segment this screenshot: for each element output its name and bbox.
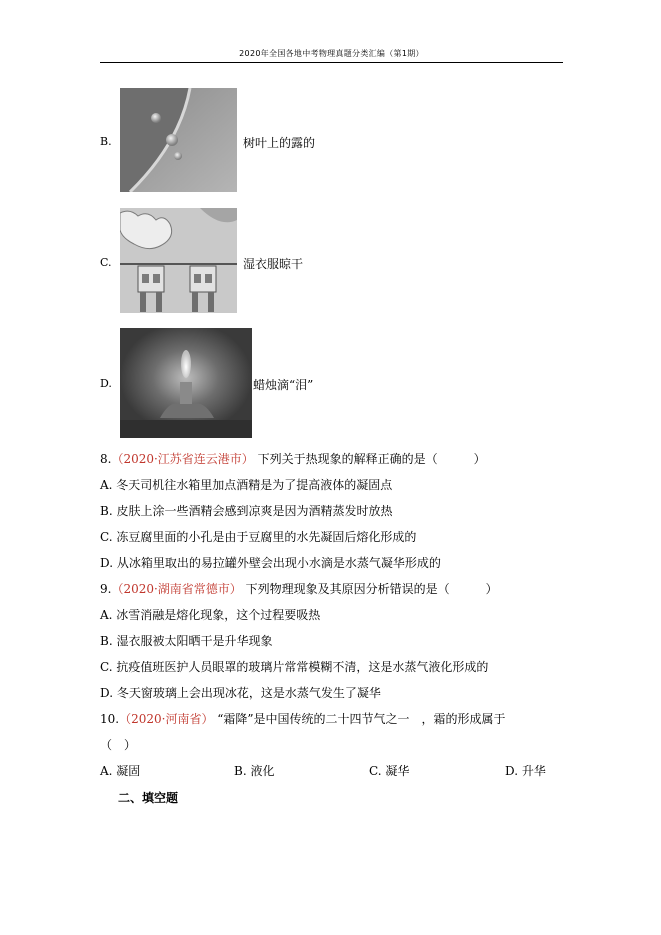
header-rule — [100, 62, 563, 63]
q10-option-b: B. 液化 — [234, 764, 275, 778]
option-b-caption: 树叶上的露的 — [243, 136, 316, 150]
option-c-label: C. — [100, 256, 112, 269]
q8-option-a: A. 冬天司机往水箱里加点酒精是为了提高液体的凝固点 — [100, 478, 393, 492]
q8-option-d: D. 从冰箱里取出的易拉罐外壁会出现小水滴是水蒸气凝华形成的 — [100, 556, 441, 570]
candle-dripping-photo — [120, 328, 252, 438]
question-8 — [100, 450, 486, 467]
q10-option-c: C. 凝华 — [369, 764, 410, 778]
q9-option-b: B. 湿衣服被太阳晒干是升华现象 — [100, 634, 273, 648]
question-number: 9. — [100, 582, 112, 596]
question-stem: 下列物理现象及其原因分析错误的是（ ） — [245, 582, 498, 596]
question-10-bracket: （ ） — [100, 738, 137, 752]
q9-option-a: A. 冰雪消融是熔化现象，这个过程要吸热 — [100, 608, 321, 622]
page-header: 2020年全国各地中考物理真题分类汇编（第1期） — [239, 49, 424, 58]
wet-clothes-drying-drawing — [120, 208, 237, 313]
q8-option-c: C. 冻豆腐里面的小孔是由于豆腐里的水先凝固后熔化形成的 — [100, 530, 417, 544]
candle-illustration — [120, 328, 252, 438]
option-d-label: D. — [100, 377, 112, 390]
question-source: （2020·江苏省连云港市） — [111, 452, 254, 466]
q8-option-b: B. 皮肤上涂一些酒精会感到凉爽是因为酒精蒸发时放热 — [100, 504, 393, 518]
wet-clothes-illustration — [120, 208, 237, 313]
question-source: （2020·湖南省常德市） — [111, 582, 242, 596]
option-b-label: B. — [100, 135, 112, 148]
question-9 — [100, 580, 498, 597]
leaf-with-dew-illustration — [120, 88, 237, 192]
question-stem: 下列关于热现象的解释正确的是（ ） — [257, 452, 486, 466]
option-d-caption: 蜡烛滴“泪” — [253, 378, 314, 392]
question-stem: “霜降”是中国传统的二十四节气之一 ，霜的形成属于 — [217, 712, 506, 726]
option-c-caption: 湿衣服晾干 — [243, 257, 304, 271]
question-10 — [100, 710, 506, 727]
q9-option-d: D. 冬天窗玻璃上会出现冰花，这是水蒸气发生了凝华 — [100, 686, 381, 700]
q10-option-d: D. 升华 — [505, 764, 546, 778]
q10-option-a: A. 凝固 — [100, 764, 141, 778]
question-source: （2020·河南省） — [119, 712, 214, 726]
question-number: 8. — [100, 452, 112, 466]
question-number: 10. — [100, 712, 120, 726]
leaf-with-dew-photo — [120, 88, 237, 192]
section-title: 二、填空题 — [118, 791, 179, 805]
q9-option-c: C. 抗疫值班医护人员眼罩的玻璃片常常模糊不清，这是水蒸气液化形成的 — [100, 660, 489, 674]
